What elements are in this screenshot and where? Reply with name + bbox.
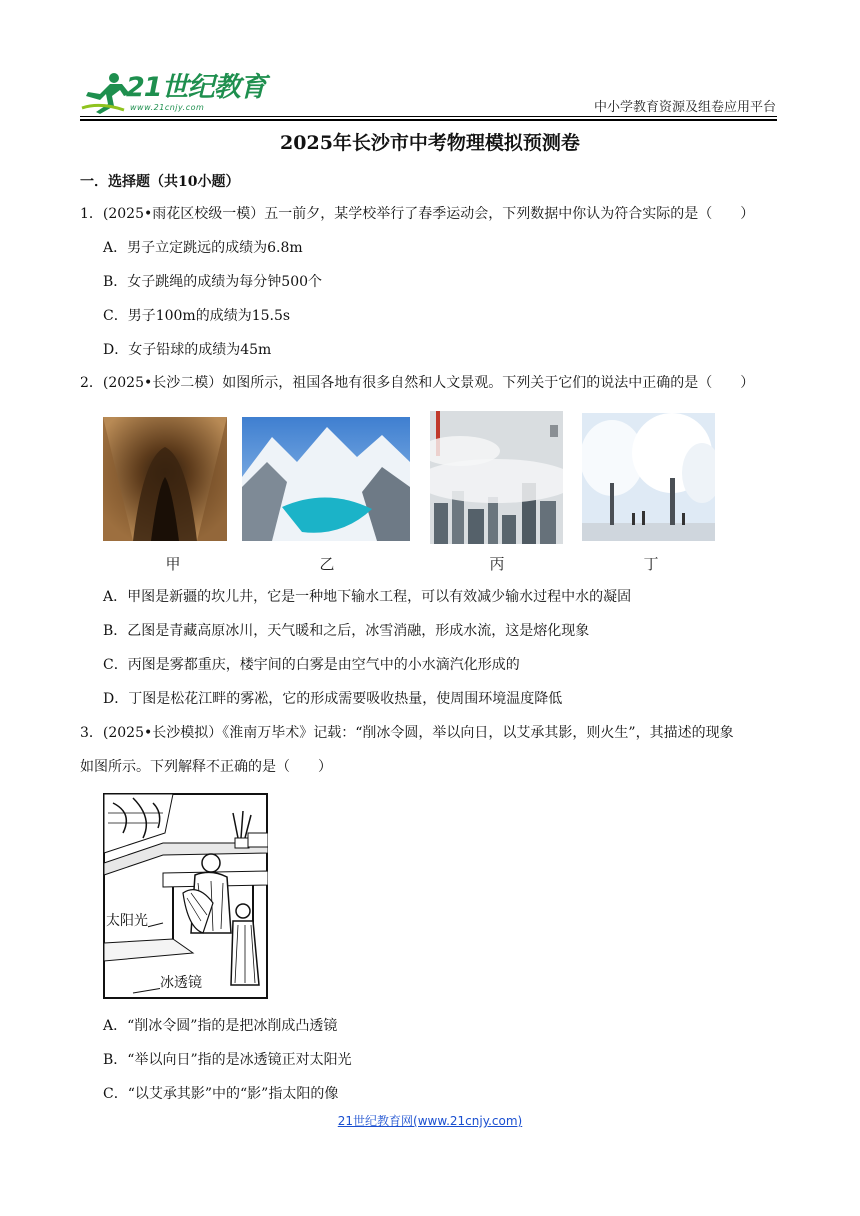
question-3-stem: 3．(2025•长沙模拟）《淮南万毕术》记载：“削冰令圆，举以向日，以艾承其影，则火生”，其描述的现象 xyxy=(80,725,734,741)
ice-lens-woodcut-image xyxy=(103,793,268,999)
question-2-option-a: A．甲图是新疆的坎儿井，它是一种地下输水工程，可以有效减少输水过程中水的凝固 xyxy=(103,589,632,605)
foggy-city-image xyxy=(430,411,563,544)
footer-link[interactable] xyxy=(0,1112,860,1129)
question-2-stem: 2．(2025•长沙二模）如图所示，祖国各地有很多自然和人文景观。下列关于它们的说法中正确的是（ ） xyxy=(80,375,755,391)
question-3-stem-continued: 如图所示。下列解释不正确的是（ ） xyxy=(80,759,332,775)
figure-label-ice-lens: 冰透镜 xyxy=(160,972,202,992)
rime-trees-image xyxy=(582,413,715,541)
caption-jia: 甲 xyxy=(165,555,181,573)
caption-ding: 丁 xyxy=(643,555,659,573)
section-heading: 一．选择题（共10小题） xyxy=(80,174,240,190)
question-1-stem: 1．(2025•雨花区校级一模）五一前夕，某学校举行了春季运动会，下列数据中你认为符合实际的是（ ） xyxy=(80,206,755,222)
platform-label: 中小学教育资源及组卷应用平台 xyxy=(593,100,776,115)
header-divider-thick xyxy=(80,119,777,121)
question-1-option-c: C．男子100m的成绩为15.5s xyxy=(103,308,291,324)
glacier-image xyxy=(242,417,410,541)
question-3-option-c: C．“以艾承其影”中的“影”指太阳的像 xyxy=(103,1086,339,1102)
caption-bing: 丙 xyxy=(489,555,505,573)
logo-text: 21世纪教育 xyxy=(126,72,266,103)
question-2-option-b: B．乙图是青藏高原冰川，天气暖和之后，冰雪消融，形成水流，这是熔化现象 xyxy=(103,623,590,639)
karez-tunnel-image xyxy=(103,417,227,541)
question-1-option-d: D．女子铅球的成绩为45m xyxy=(103,342,272,358)
caption-yi: 乙 xyxy=(319,555,335,573)
page-title: 2025年长沙市中考物理模拟预测卷 xyxy=(280,132,580,154)
figure-label-sunlight: 太阳光 xyxy=(106,910,148,930)
header-divider xyxy=(80,116,777,117)
logo-url: www.21cnjy.com xyxy=(130,103,205,112)
question-1-option-a: A．男子立定跳远的成绩为6.8m xyxy=(103,240,303,256)
question-1-option-b: B．女子跳绳的成绩为每分钟500个 xyxy=(103,274,323,290)
question-3-option-a: A．“削冰令圆”指的是把冰削成凸透镜 xyxy=(103,1018,338,1034)
footer-link-text[interactable]: 21世纪教育网(www.21cnjy.com) xyxy=(337,1114,523,1128)
question-2-option-c: C．丙图是雾都重庆，楼宇间的白雾是由空气中的小水滴汽化形成的 xyxy=(103,657,520,673)
question-2-option-d: D．丁图是松花江畔的雾凇，它的形成需要吸收热量，使周围环境温度降低 xyxy=(103,691,563,707)
question-3-option-b: B．“举以向日”指的是冰透镜正对太阳光 xyxy=(103,1052,352,1068)
